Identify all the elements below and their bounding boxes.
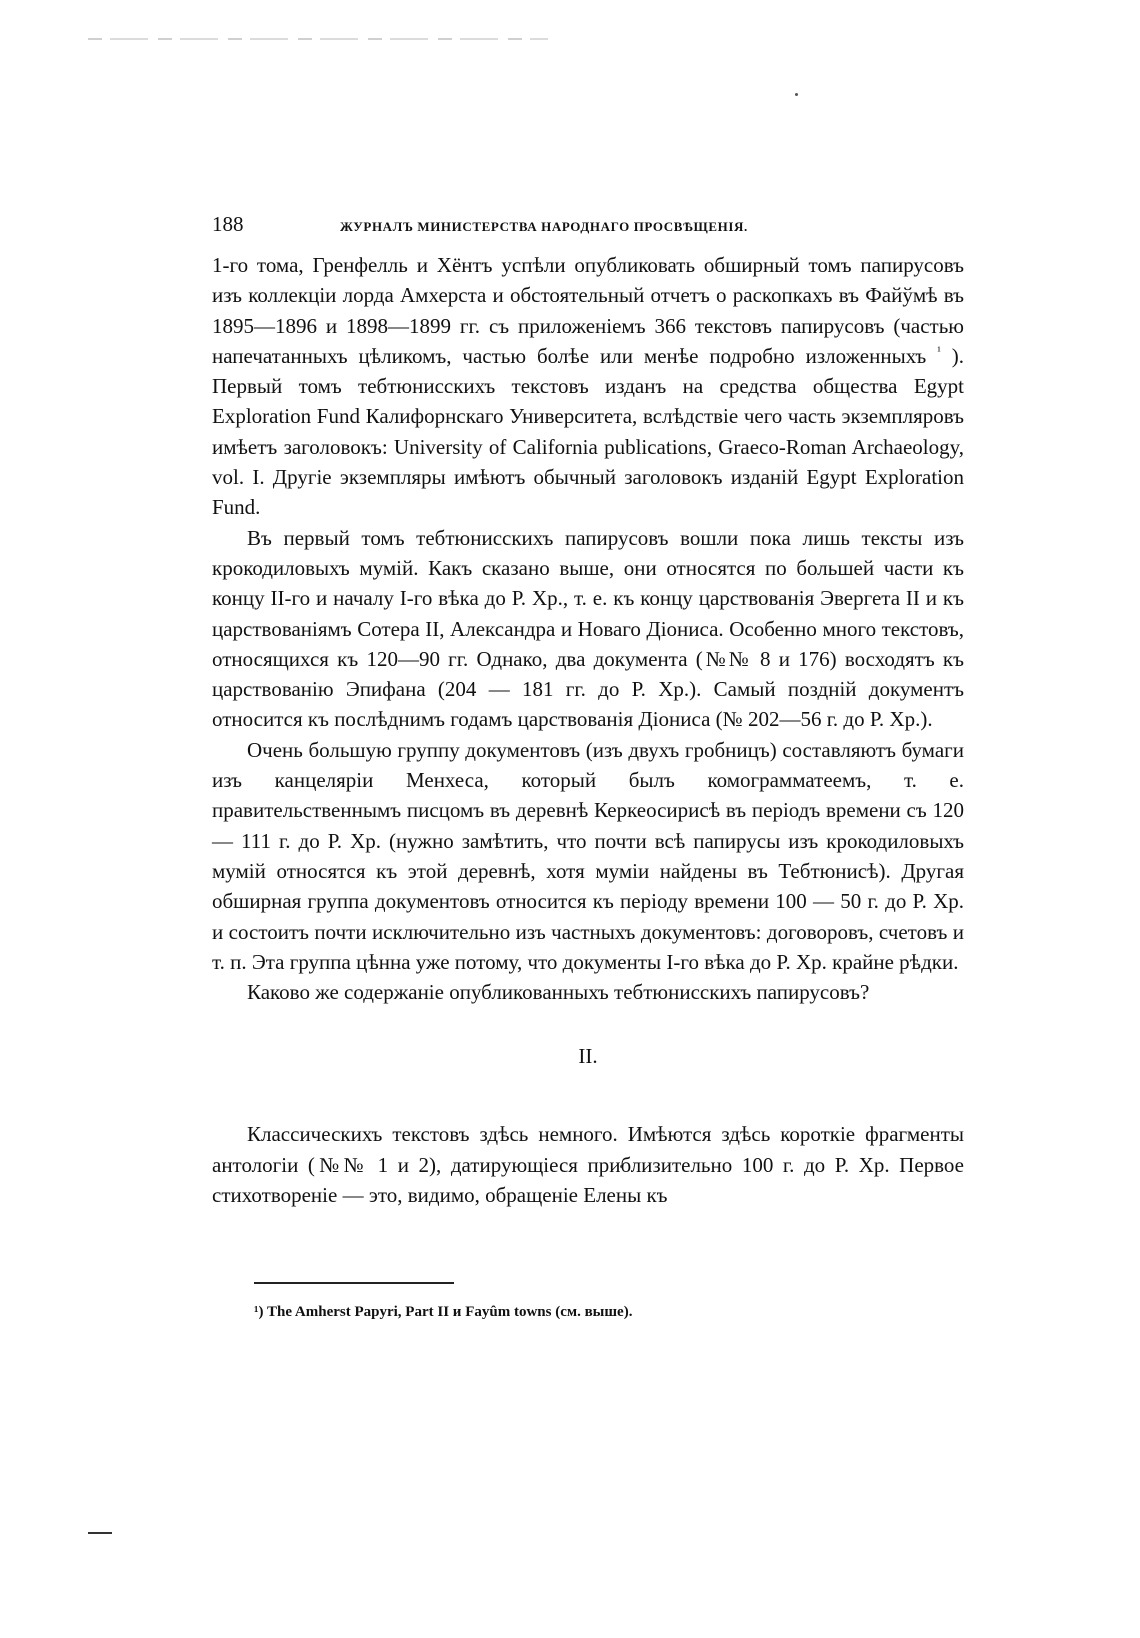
footnote-text: The Amherst Papyri, Part II и Fayûm towns (см. выше). (266, 1303, 633, 1320)
footnote (254, 1304, 964, 1321)
footnote-reference[interactable]: ¹ (937, 343, 941, 358)
running-head (212, 210, 964, 240)
paragraph: Каково же содержаніе опубликованныхъ тебтюнисскихъ папирусовъ? (247, 980, 870, 1005)
paragraph-text: 1-го тома, Гренфелль и Хёнтъ успѣли опубликовать обширный томъ папирусовъ изъ коллекціи лорда Амхерста и обстоятельный отчетъ о раскопкахъ въ Файўмѣ въ 1895—1896 и 1898—1899 гг. съ приложеніемъ 366 текстовъ папирусовъ (частью напечатанныхъ цѣликомъ, частью болѣе или менѣе подробно изложенныхъ (212, 253, 964, 368)
page-number: 188 (212, 212, 244, 236)
paragraph-text: ). Первый томъ тебтюнисскихъ текстовъ изданъ на средства общества Egypt Exploration Fund Калифорнскаго Университета, вслѣдствіе чего часть экземпляровъ имѣетъ заголовокъ: University of California publications, Graeco-Roman Archaeology, vol. I. Другіе экземпляры имѣютъ обычный заголовокъ изданій Egypt Exploration Fund. (212, 343, 965, 520)
paragraph: Очень большую группу документовъ (изъ двухъ гробницъ) составляютъ бумаги изъ канцеляріи Менхеса, который былъ комограмматеемъ, т. е. правительственнымъ писцомъ въ деревнѣ Керкеосирисѣ въ періодъ времени съ 120 — 111 г. до Р. Хр. (нужно замѣтить, что почти всѣ папирусы изъ крокодиловыхъ мумій относятся къ этой деревнѣ, хотя муміи найдены въ Тебтюнисѣ). Другая обширная группа документовъ относится къ періоду времени 100 — 50 г. до Р. Хр. и состоитъ почти исключительно изъ частныхъ документовъ: договоровъ, счетовъ и т. п. Эта группа цѣнна уже потому, что документы I-го вѣка до Р. Хр. крайне рѣдки. (212, 737, 964, 974)
section-heading: II. (578, 1044, 598, 1069)
footnote-mark: ¹) (254, 1303, 264, 1320)
book-page (212, 210, 964, 1321)
body-text (212, 250, 964, 1210)
paragraph: Въ первый томъ тебтюнисскихъ папирусовъ вошли пока лишь тексты изъ крокодиловыхъ мумій. Какъ сказано выше, они относятся по большей части къ концу II-го и началу I-го вѣка до Р. Хр., т. е. къ концу царствованія Эвергета II и къ царствованіямъ Сотера II, Александра и Новаго Діониса. Особенно много текстовъ, относящихся къ 120—90 гг. Однако, два документа (№№ 8 и 176) восходятъ къ царствованію Эпифана (204 — 181 гг. до Р. Хр.). Самый поздній документъ относится къ послѣднимъ годамъ царствованія Діониса (№ 202—56 г. до Р. Хр.). (212, 525, 964, 732)
paragraph: Классическихъ текстовъ здѣсь немного. Имѣются здѣсь короткіе фрагменты антологіи (№№ 1 и 2), датирующіеся приблизительно 100 г. до Р. Хр. Первое стихотвореніе — это, видимо, обращеніе Елены къ (212, 1122, 964, 1208)
scan-dust-speck (795, 93, 798, 96)
paragraph (212, 250, 964, 523)
journal-title: ЖУРНАЛЪ МИНИСТЕРСТВА НАРОДНАГО ПРОСВѢЩЕНІЯ. (340, 219, 748, 234)
footnote-divider (254, 1282, 454, 1284)
scan-artifact-left (88, 1532, 112, 1534)
scan-artifact-top (88, 38, 548, 40)
